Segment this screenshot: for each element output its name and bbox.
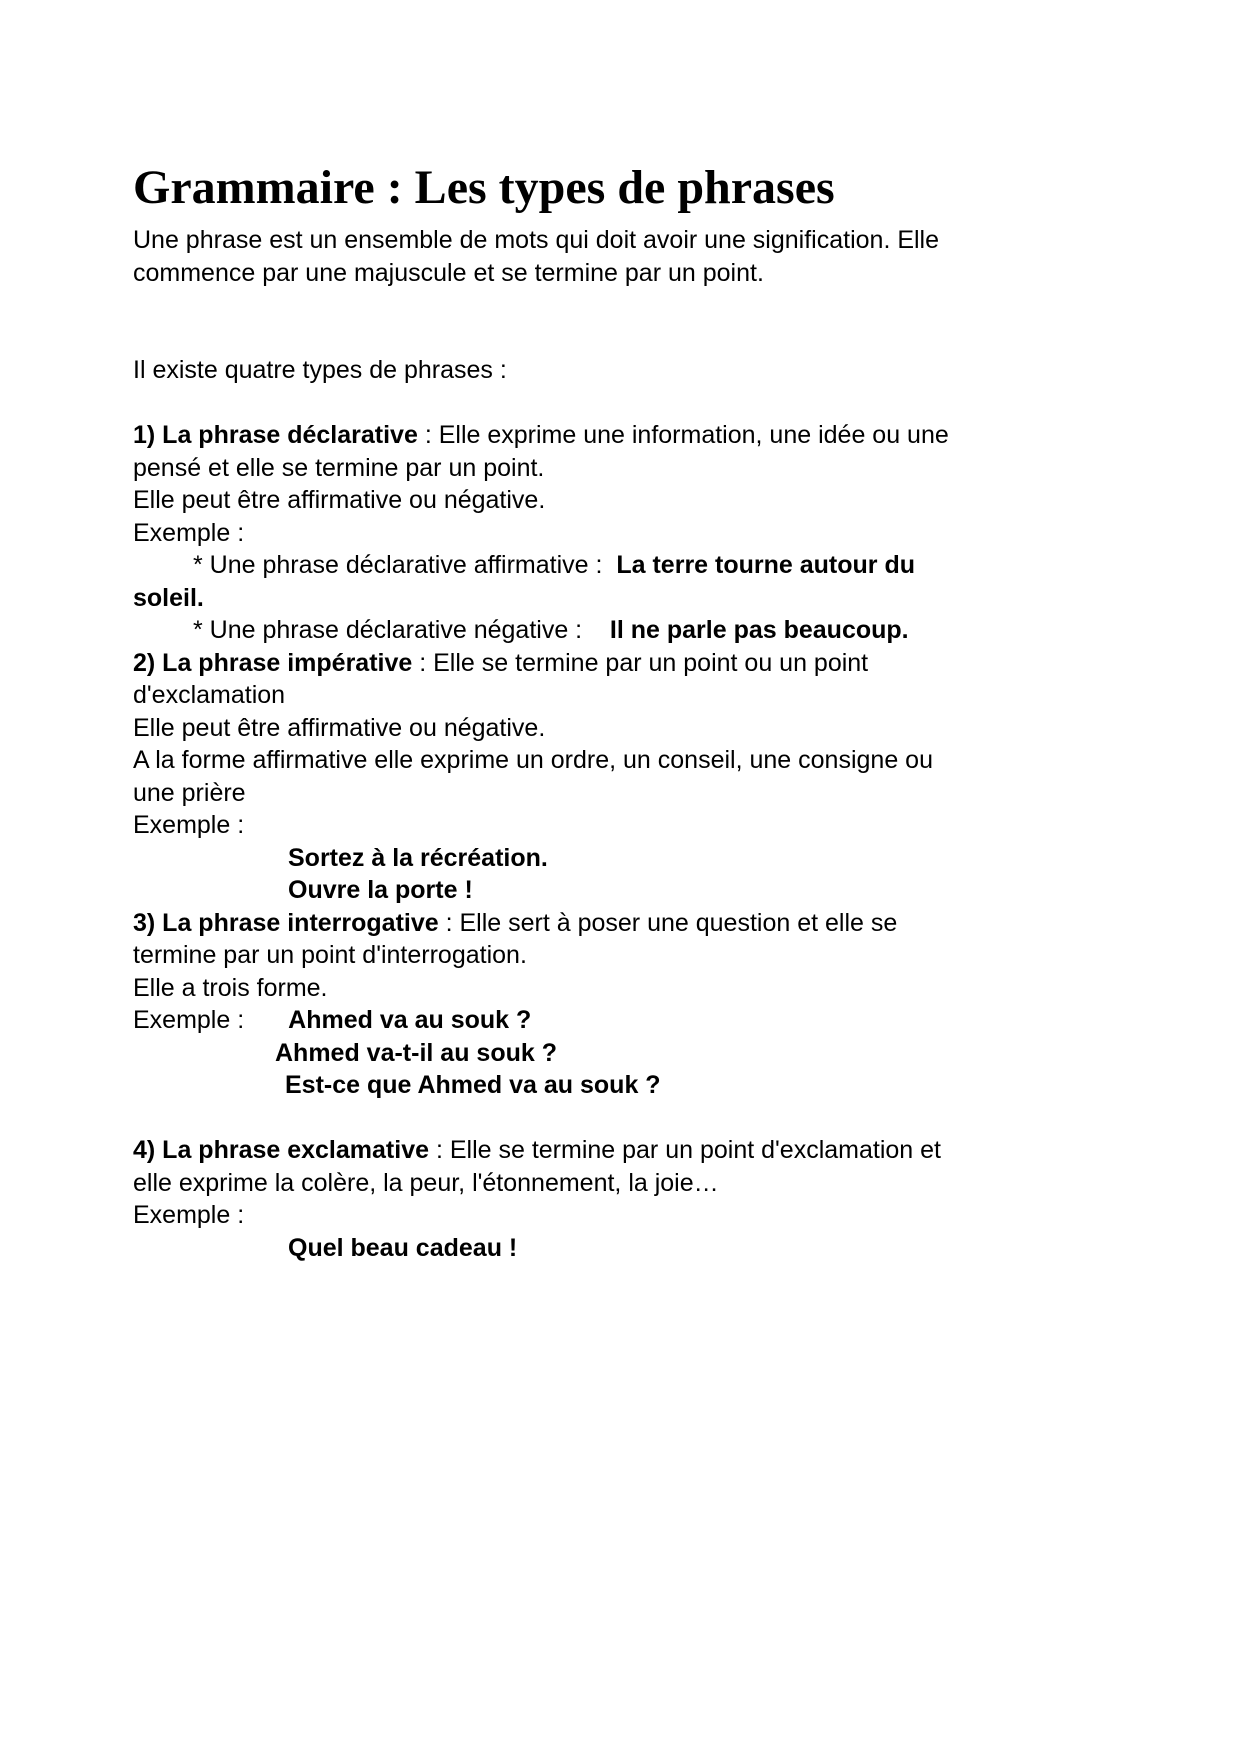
text-run: elle exprime la colère, la peur, l'étonnement, la joie… (133, 1168, 719, 1197)
blank-line (133, 322, 1093, 355)
text-line (133, 647, 1093, 680)
text-run: 2) La phrase impérative (133, 648, 413, 677)
text-run: commence par une majuscule et se termine par un point. (133, 258, 764, 287)
text-line (133, 582, 1093, 615)
document-body (133, 224, 1093, 1264)
text-line (133, 452, 1093, 485)
text-run: Il ne parle pas beaucoup. (609, 616, 909, 644)
text-run: Quel beau cadeau ! (288, 1233, 518, 1262)
text-run: Exemple : (133, 1006, 245, 1034)
page-title: Grammaire : Les types de phrases (133, 161, 835, 215)
text-run: Elle peut être affirmative ou négative. (133, 486, 546, 514)
text-line (133, 1037, 1093, 1070)
text-run: d'exclamation (133, 681, 286, 709)
text-line (133, 1232, 1093, 1265)
text-run: 4) La phrase exclamative (133, 1136, 429, 1164)
text-run: La terre tourne autour du (616, 551, 915, 579)
text-line (133, 874, 1093, 907)
text-line (133, 257, 1093, 290)
text-run: Elle a trois forme. (133, 973, 328, 1002)
text-run: soleil. (133, 583, 204, 612)
text-run: 3) La phrase interrogative (133, 908, 439, 937)
text-run: * Une phrase déclarative négative : (193, 616, 610, 644)
text-line (133, 939, 1093, 972)
text-line (133, 1069, 1093, 1102)
text-run: Il existe quatre types de phrases : (133, 356, 507, 384)
text-run: Exemple : (133, 518, 245, 547)
text-run: : Elle sert à poser une question et elle se (438, 908, 898, 937)
text-line (133, 484, 1093, 517)
text-line (133, 1004, 1093, 1037)
text-run: Elle peut être affirmative ou négative. (133, 713, 546, 742)
text-line (133, 1167, 1093, 1200)
text-run: Ouvre la porte ! (288, 876, 473, 904)
text-run: termine par un point d'interrogation. (133, 941, 527, 969)
text-run: Exemple : (133, 1201, 245, 1229)
text-line (133, 549, 1093, 582)
text-run: une prière (133, 778, 246, 807)
text-line (133, 777, 1093, 810)
text-line (133, 809, 1093, 842)
text-run: A la forme affirmative elle exprime un ordre, un conseil, une consigne ou (133, 746, 933, 774)
text-line (133, 842, 1093, 875)
text-line (133, 354, 1093, 387)
text-line (133, 907, 1093, 940)
text-run: 1) La phrase déclarative (133, 421, 418, 449)
blank-line (133, 289, 1093, 322)
text-line (133, 614, 1093, 647)
text-line (133, 679, 1093, 712)
text-run: Est-ce que Ahmed va au souk ? (285, 1071, 661, 1099)
blank-line (133, 387, 1093, 420)
text-run: : Elle se termine par un point ou un point (412, 648, 869, 677)
text-run: : Elle se termine par un point d'exclamation et (429, 1136, 941, 1164)
text-run: Sortez à la récréation. (288, 843, 548, 872)
text-run: : Elle exprime une information, une idée ou une (417, 421, 949, 449)
text-line (133, 744, 1093, 777)
text-run: pensé et elle se termine par un point. (133, 453, 545, 482)
text-run: Ahmed va-t-il au souk ? (275, 1038, 557, 1067)
text-line (133, 517, 1093, 550)
text-line (133, 1134, 1093, 1167)
text-run: Exemple : (133, 811, 245, 839)
text-run: Une phrase est un ensemble de mots qui doit avoir une signification. Elle (133, 226, 940, 254)
text-run: Ahmed va au souk ? (288, 1006, 532, 1034)
text-line (133, 419, 1093, 452)
blank-line (133, 1102, 1093, 1135)
text-line (133, 224, 1093, 257)
text-run: * Une phrase déclarative affirmative : (193, 551, 617, 579)
text-line (133, 712, 1093, 745)
text-line (133, 972, 1093, 1005)
text-line (133, 1199, 1093, 1232)
